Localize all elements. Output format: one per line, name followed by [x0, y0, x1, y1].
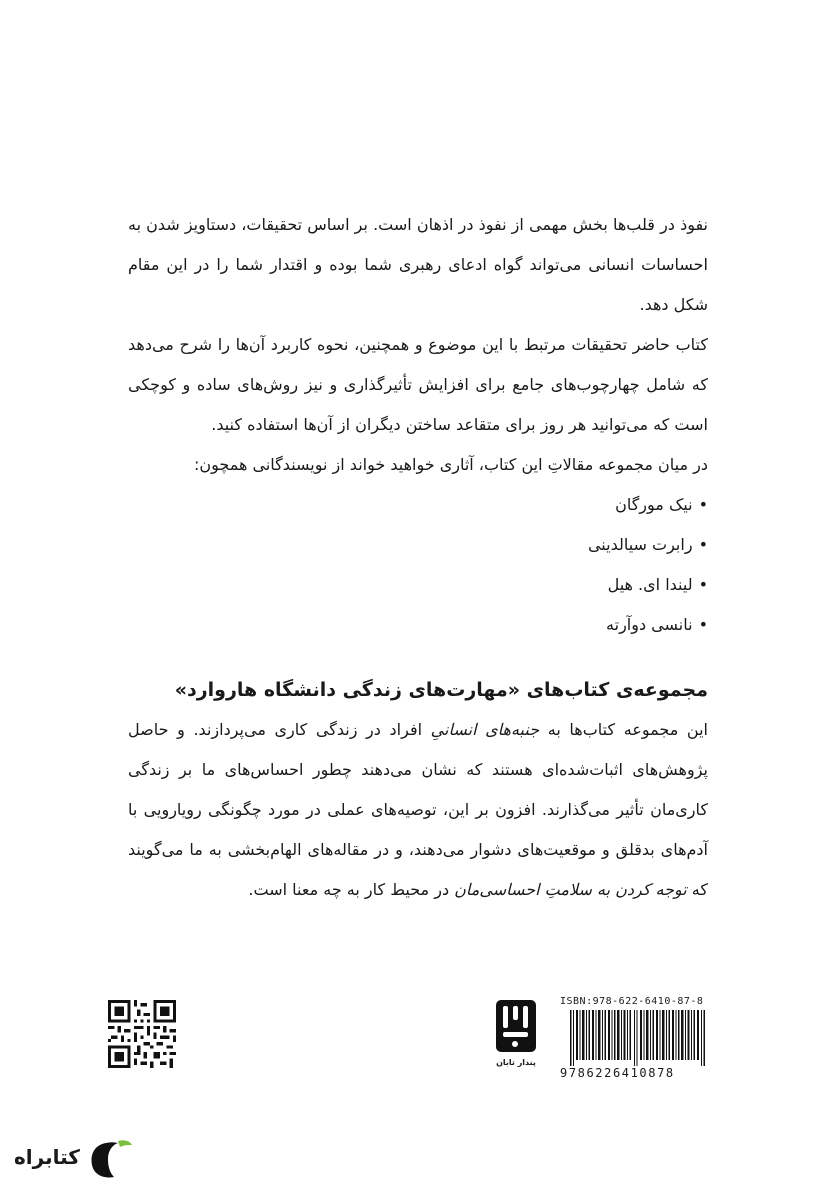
bullet-icon: •	[698, 495, 708, 514]
ketabrah-brand-text: کتابراه	[14, 1145, 80, 1169]
bullet-icon: •	[698, 615, 708, 634]
list-item: •لیندا ای. هیل	[607, 575, 708, 594]
barcode-icon	[568, 1010, 710, 1066]
intro-paragraph-2: کتاب حاضر تحقیقات مرتبط با این موضوع و همچنین، نحوه کاربرد آن‌ها را شرح می‌دهد که شامل چهارچوب‌های جامع برای افزایش تأثیرگذاری و نیز روش‌های ساده و کوچکی است که می‌توانید هر روز برای متقاعد ساختن دیگران از آن‌ها استفاده کنید.	[128, 335, 708, 434]
publisher-name: پندار تابان	[496, 1058, 536, 1067]
authors-list	[128, 485, 708, 645]
bullet-icon: •	[698, 535, 708, 554]
bullet-icon: •	[698, 575, 708, 594]
intro-paragraph-3: در میان مجموعه مقالاتِ این کتاب، آثاری خواهید خواند از نویسندگانی همچون:	[194, 455, 708, 474]
qr-code-icon	[108, 1000, 176, 1068]
list-item: •نانسی دوآرته	[606, 615, 708, 634]
intro-section	[128, 205, 708, 645]
list-item: •رابرت سیالدینی	[587, 535, 708, 554]
barcode-area	[560, 996, 710, 1080]
series-heading: مجموعه‌ی کتاب‌های «مهارت‌های زندگی دانشگاه هاروارد»	[174, 679, 708, 701]
intro-paragraph-1: نفوذ در قلب‌ها بخش مهمی از نفوذ در اذهان است. بر اساس تحقیقات، دستاویز شدن به احساسات انسانی می‌تواند گواه ادعای رهبری شما بوده و اقتدار شما را در این مقام شکل دهد.	[128, 215, 708, 314]
series-paragraph: این مجموعه کتاب‌ها به جنبه‌های انسانیِ افراد در زندگی کاری می‌پردازند. و حاصل پژوهش‌های اثبات‌شده‌ای هستند که نشان می‌دهند چطور احساس‌های ما بر زندگی کاری‌مان تأثیر می‌گذارند. افزون بر این، توصیه‌های عملی در مورد چگونگی رویارویی با آدم‌های بدقلق و موقعیت‌های دشوار می‌دهند، و در مقاله‌های الهام‌بخشی به ما می‌گویند که توجه کردن به سلامتِ احساسی‌مان در محیط کار به چه معنا است.	[128, 720, 708, 899]
barcode-digits: 9786226410878	[560, 1066, 675, 1080]
list-item: •نیک مورگان	[615, 495, 708, 514]
isbn-text: ISBN:978-622-6410-87-8	[560, 996, 704, 1007]
series-section	[128, 670, 708, 910]
